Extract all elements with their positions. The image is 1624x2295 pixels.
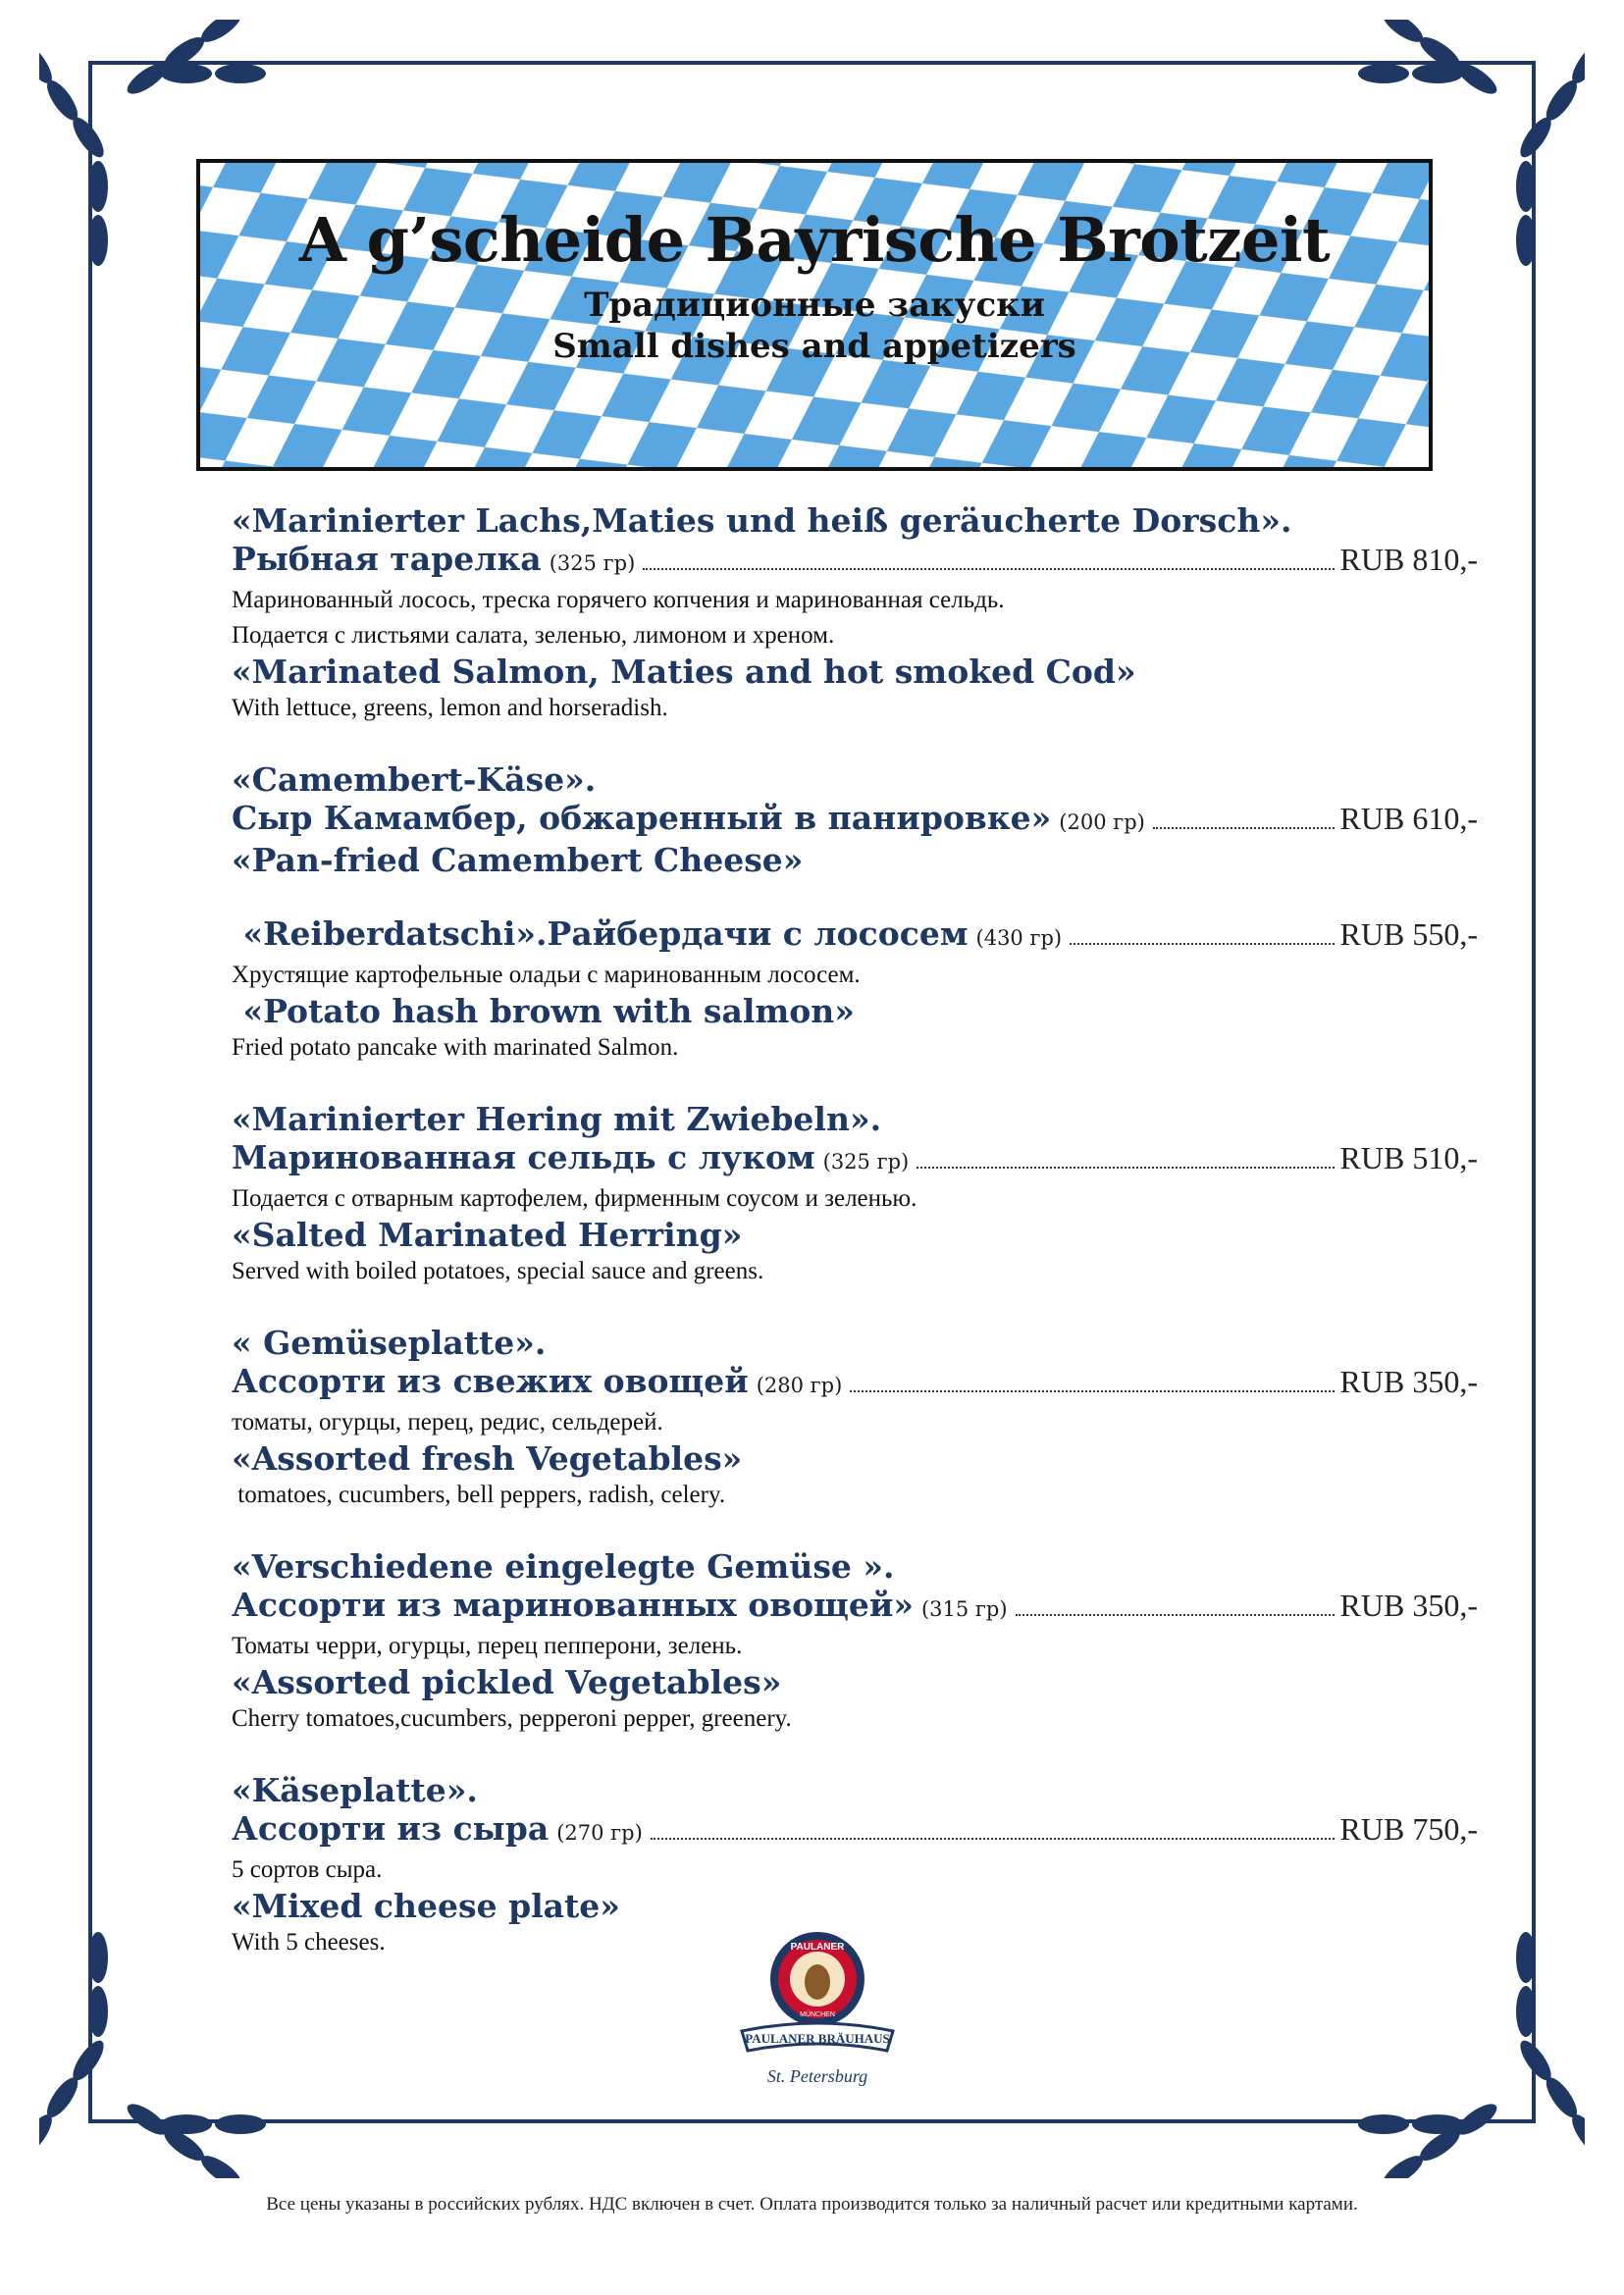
item-desc-ru: Подается с листьями салата, зеленью, лимоном и хреном. xyxy=(232,622,835,649)
item-name-ru: Ассорти из сыра xyxy=(232,1809,550,1848)
item-name-de: «Verschiedene eingelegte Gemüse ». xyxy=(232,1547,895,1586)
dot-leader xyxy=(850,1389,1334,1392)
item-price: RUB 350,- xyxy=(1339,1364,1478,1399)
item-name-de: «Camembert-Käse». xyxy=(232,760,597,799)
menu-item xyxy=(232,1101,1478,1289)
item-desc-en: With 5 cheeses. xyxy=(232,1929,386,1956)
menu-item xyxy=(232,1325,1478,1513)
item-desc-ru: Маринованный лосось, треска горячего копчения и маринованная сельдь. xyxy=(232,587,1005,613)
logo-city-text: St. Petersburg xyxy=(766,2066,868,2086)
item-name-en: «Salted Marinated Herring» xyxy=(232,1216,743,1254)
item-name-en: «Assorted fresh Vegetables» xyxy=(232,1439,743,1478)
menu-item xyxy=(232,914,1478,1066)
menu-item xyxy=(232,1548,1478,1737)
logo-middle-text: MÜNCHEN xyxy=(800,2011,835,2018)
footer-note: Все цены указаны в российских рублях. НДС включен в счет. Оплата производится только за наличный расчет или кредитными картами. xyxy=(266,2194,1358,2215)
item-name-de: «Marinierter Hering mit Zwiebeln». xyxy=(232,1100,882,1138)
frame-left-line xyxy=(88,61,92,2123)
subtitle-ru: Традиционные закуски xyxy=(584,286,1045,325)
page-title: A g’scheide Bayrische Brotzeit xyxy=(298,204,1331,276)
item-weight: (315 гр) xyxy=(920,1597,1008,1621)
paulaner-logo xyxy=(724,1925,911,2102)
item-name-ru: «Reiberdatschi».Райбердачи с лососем xyxy=(232,914,969,953)
item-name-ru: Ассорти из свежих овощей xyxy=(232,1362,749,1400)
item-desc-en: tomatoes, cucumbers, bell peppers, radish, celery. xyxy=(232,1482,726,1508)
item-price: RUB 750,- xyxy=(1339,1811,1478,1847)
item-desc-ru: Томаты черри, огурцы, перец пепперони, зелень. xyxy=(232,1633,743,1659)
item-desc-ru: томаты, огурцы, перец, редис, сельдерей. xyxy=(232,1409,663,1435)
menu-list xyxy=(232,502,1478,1960)
item-weight: (325 гр) xyxy=(549,551,636,575)
item-name-de: « Gemüseplatte». xyxy=(232,1324,547,1362)
item-price: RUB 810,- xyxy=(1339,542,1478,577)
menu-item xyxy=(232,761,1478,879)
item-desc-en: With lettuce, greens, lemon and horseradish. xyxy=(232,695,668,721)
item-name-en: «Potato hash brown with salmon» xyxy=(232,992,855,1030)
item-price-row xyxy=(232,799,1478,842)
item-weight: (280 гр) xyxy=(756,1374,843,1397)
item-price-row xyxy=(232,1362,1478,1405)
subtitle-en: Small dishes and appetizers xyxy=(552,327,1076,366)
item-weight: (430 гр) xyxy=(975,926,1063,950)
item-name-ru: Ассорти из маринованных овощей» xyxy=(232,1586,914,1624)
item-desc-ru: Хрустящие картофельные оладьи с маринованным лососем. xyxy=(232,962,861,988)
frame-bottom-line xyxy=(88,2119,1536,2123)
item-price: RUB 510,- xyxy=(1339,1140,1478,1175)
item-price: RUB 610,- xyxy=(1339,801,1478,836)
wheat-icon-bottom-right xyxy=(1330,1923,1585,2178)
dot-leader xyxy=(1016,1613,1335,1616)
dot-leader xyxy=(917,1166,1334,1169)
item-name-en: «Marinated Salmon, Maties and hot smoked Cod» xyxy=(232,652,1136,691)
item-name-ru: Маринованная сельдь с луком xyxy=(232,1138,815,1176)
header-banner xyxy=(196,159,1433,471)
item-desc-en: Served with boiled potatoes, special sauce and greens. xyxy=(232,1258,764,1284)
wheat-icon-bottom-left xyxy=(39,1923,294,2178)
item-price-row xyxy=(232,1809,1478,1852)
item-name-en: «Assorted pickled Vegetables» xyxy=(232,1663,782,1701)
frame-top-line xyxy=(88,61,1536,65)
item-weight: (200 гр) xyxy=(1059,810,1145,834)
logo-ribbon-text: PAULANER BRÄUHAUS xyxy=(745,2031,890,2046)
item-price: RUB 550,- xyxy=(1339,916,1478,952)
item-name-ru: Сыр Камамбер, обжаренный в панировке» xyxy=(232,799,1052,837)
item-price-row xyxy=(232,914,1478,958)
item-price: RUB 350,- xyxy=(1339,1588,1478,1623)
item-name-de: «Käseplatte». xyxy=(232,1771,478,1809)
frame-right-line xyxy=(1532,61,1536,2123)
item-name-de: «Marinierter Lachs,Maties und heiß geräucherte Dorsch». xyxy=(232,501,1292,540)
dot-leader xyxy=(1070,942,1334,945)
item-price-row xyxy=(232,1138,1478,1181)
item-name-en: «Mixed cheese plate» xyxy=(232,1887,620,1925)
item-desc-en: Cherry tomatoes,cucumbers, pepperoni pepper, greenery. xyxy=(232,1705,792,1732)
item-price-row xyxy=(232,1586,1478,1629)
dot-leader xyxy=(643,567,1334,570)
logo-top-text: PAULANER xyxy=(790,1942,845,1953)
item-desc-ru: 5 сортов сыра. xyxy=(232,1856,383,1883)
item-weight: (270 гр) xyxy=(556,1821,643,1845)
item-desc-en: Fried potato pancake with marinated Salmon. xyxy=(232,1034,679,1061)
dot-leader xyxy=(651,1837,1335,1840)
item-name-en: «Pan-fried Camembert Cheese» xyxy=(232,841,804,879)
item-price-row xyxy=(232,540,1478,583)
item-weight: (325 гр) xyxy=(822,1150,910,1174)
item-desc-ru: Подается с отварным картофелем, фирменным соусом и зеленью. xyxy=(232,1185,917,1212)
dot-leader xyxy=(1153,826,1335,829)
item-name-ru: Рыбная тарелка xyxy=(232,540,542,578)
menu-item xyxy=(232,502,1478,726)
